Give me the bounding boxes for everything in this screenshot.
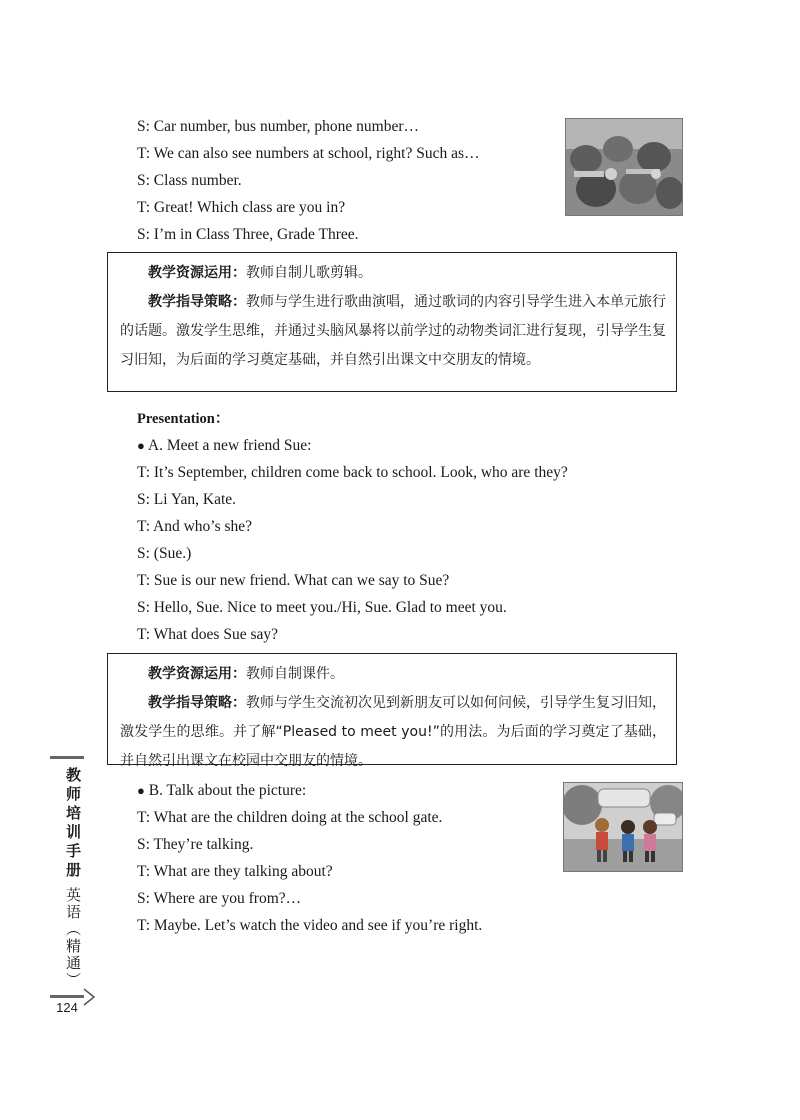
page-rule	[50, 995, 84, 998]
page-number: 124	[56, 1000, 78, 1015]
dialogue-line: S: Car number, bus number, phone number…	[137, 118, 420, 135]
dialogue-line: S: I’m in Class Three, Grade Three.	[137, 226, 359, 243]
book-title: 教师培训手册	[64, 767, 82, 881]
guidance-strategy	[120, 288, 666, 375]
strategy-text: 教师与学生交流初次见到新朋友可以如何问候，引导学生复习旧知，激发学生的思维。并了解“Pleased to meet you!”的用法。为后面的学习奠定了基础，并自然引出课文在校园中交朋友的情境。	[120, 695, 666, 769]
dialogue-line: S: (Sue.)	[137, 545, 192, 562]
guidance-strategy	[120, 689, 666, 776]
dialogue-line: S: Li Yan, Kate.	[137, 491, 237, 508]
dialogue-line: T: We can also see numbers at school, right? Such as…	[137, 145, 480, 162]
strategy-label: 教学指导策略：	[148, 695, 246, 711]
bullet-icon: ●	[137, 783, 145, 798]
dialogue-line: S: Hello, Sue. Nice to meet you./Hi, Sue. Glad to meet you.	[137, 599, 507, 616]
dialogue-line: T: It’s September, children come back to school. Look, who are they?	[137, 464, 568, 481]
teaching-note-box-2	[107, 653, 677, 769]
dialogue-line: S: Where are you from?…	[137, 890, 302, 907]
dialogue-line: T: Sue is our new friend. What can we say to Sue?	[137, 572, 450, 589]
strategy-text: 教师与学生进行歌曲演唱，通过歌词的内容引导学生进入本单元旅行的话题。激发学生思维，并通过头脑风暴将以前学过的动物类词汇进行复现，引导学生复习旧知，为后面的学习奠定基础，并自然引出课文中交朋友的情境。	[120, 294, 666, 368]
resource-text: 教师自制课件。	[246, 666, 344, 682]
resource-label: 教学资源运用：	[148, 265, 246, 281]
dialogue-line: S: Class number.	[137, 172, 242, 189]
teaching-note-box-1	[107, 252, 677, 392]
resource-text: 教师自制儿歌剪辑。	[246, 265, 372, 281]
resource-usage	[120, 660, 666, 689]
bullet-label: A. Meet a new friend Sue:	[147, 437, 312, 454]
dialogue-line: T: Maybe. Let’s watch the video and see if you’re right.	[137, 917, 483, 934]
classroom-photo	[565, 118, 683, 216]
school-gate-picture	[563, 782, 683, 872]
chevron-right-icon	[82, 988, 96, 1006]
bullet-label: B. Talk about the picture:	[148, 782, 307, 799]
dialogue-line: T: What are they talking about?	[137, 863, 333, 880]
dialogue-line: T: What are the children doing at the school gate.	[137, 809, 443, 826]
subject-label: 英语（精通）	[64, 887, 82, 989]
strategy-label: 教学指导策略：	[148, 294, 246, 310]
dialogue-line: T: And who’s she?	[137, 518, 253, 535]
dialogue-line: S: They’re talking.	[137, 836, 254, 853]
bullet-icon: ●	[137, 438, 145, 453]
section-heading: Presentation：	[137, 411, 230, 427]
dialogue-line: T: What does Sue say?	[137, 626, 278, 643]
dialogue-line: T: Great! Which class are you in?	[137, 199, 346, 216]
resource-usage	[120, 259, 666, 288]
bullet-item-b	[137, 781, 306, 801]
resource-label: 教学资源运用：	[148, 666, 246, 682]
bullet-item-a	[137, 436, 311, 456]
sidebar-rule	[50, 756, 84, 759]
